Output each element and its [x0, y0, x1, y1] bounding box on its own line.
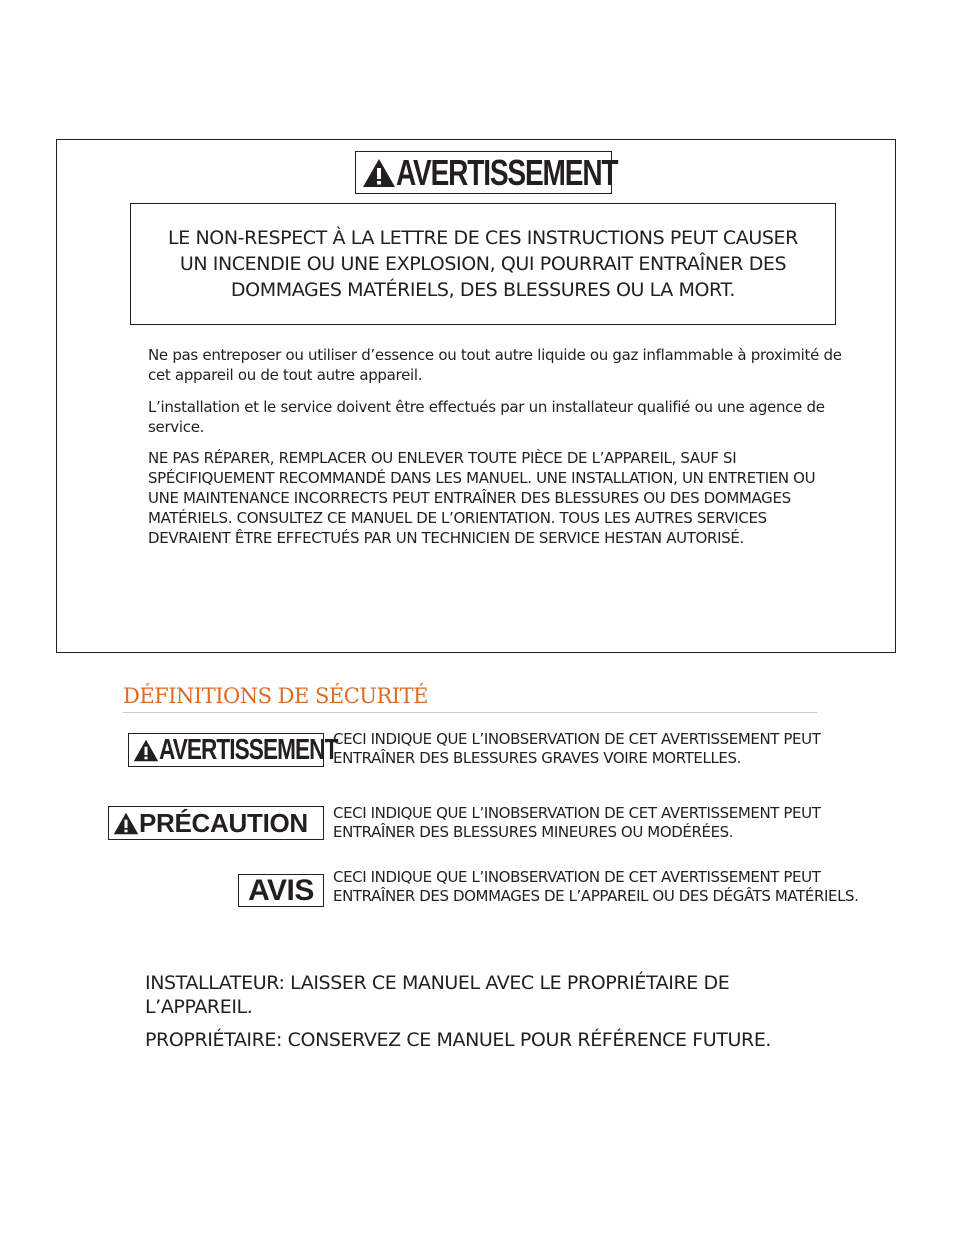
warning-headline-line: LE NON-RESPECT À LA LETTRE DE CES INSTRUCTIONS PEUT CAUSER — [168, 227, 798, 249]
section-title: DÉFINITIONS DE SÉCURITÉ — [123, 684, 428, 708]
warning-headline-line: UN INCENDIE OU UNE EXPLOSION, QUI POURRAIT ENTRAÎNER DES — [179, 253, 787, 275]
warning-badge-label: AVERTISSEMENT — [395, 151, 617, 193]
warning-headline-line: DOMMAGES MATÉRIELS, DES BLESSURES OU LA MORT. — [230, 279, 736, 301]
warning-paragraph-flammables: Ne pas entreposer ou utiliser d’essence ou tout autre liquide ou gaz inflammable à proximité de cet appareil ou de tout autre appareil. — [148, 346, 842, 384]
owner-note: PROPRIÉTAIRE: CONSERVEZ CE MANUEL POUR RÉFÉRENCE FUTURE. — [145, 1029, 772, 1051]
warning-triangle-icon — [113, 812, 139, 835]
avis-badge-label: AVIS — [248, 873, 314, 907]
precaution-badge — [108, 806, 324, 840]
avertissement-definition: CECI INDIQUE QUE L’INOBSERVATION DE CET AVERTISSEMENT PEUT ENTRAÎNER DES BLESSURES GRAVES VOIRE MORTELLES. — [333, 730, 821, 767]
avis-badge — [238, 874, 324, 907]
warning-badge — [355, 151, 617, 194]
warning-paragraph-repair: NE PAS RÉPARER, REMPLACER OU ENLEVER TOUTE PIÈCE DE L’APPAREIL, SAUF SI SPÉCIFIQUEMENT RECOMMANDÉ DANS LES MANUEL. UNE INSTALLATION, UN ENTRETIEN OU UNE MAINTENANCE INCORRECTS PEUT ENTRAÎNER DES BLESSURES OU DES DOMMAGES MATÉRIELS. CONSULTEZ CE MANUEL DE L’ORIENTATION. TOUS LES AUTRES SERVICES DEVRAIENT ÊTRE EFFECTUÉS PAR UN TECHNICIEN DE SERVICE HESTAN AUTORISÉ. — [148, 449, 816, 547]
avertissement-badge — [128, 733, 338, 767]
warning-paragraph-installation: L’installation et le service doivent être effectués par un installateur qualifié ou une agence de service. — [148, 398, 825, 436]
precaution-badge-label: PRÉCAUTION — [139, 807, 308, 838]
section-divider — [123, 712, 817, 713]
precaution-definition: CECI INDIQUE QUE L’INOBSERVATION DE CET AVERTISSEMENT PEUT ENTRAÎNER DES BLESSURES MINEURES OU MODÉRÉES. — [333, 804, 821, 841]
warning-triangle-icon — [133, 739, 159, 762]
warning-headline — [130, 203, 836, 325]
avertissement-badge-label: AVERTISSEMENT — [159, 733, 338, 766]
warning-frame — [56, 139, 896, 653]
installer-note: INSTALLATEUR: LAISSER CE MANUEL AVEC LE PROPRIÉTAIRE DE L’APPAREIL. — [145, 972, 730, 1018]
avis-definition: CECI INDIQUE QUE L’INOBSERVATION DE CET AVERTISSEMENT PEUT ENTRAÎNER DES DOMMAGES DE L’APPAREIL OU DES DÉGÂTS MATÉRIELS. — [333, 868, 859, 905]
warning-triangle-icon — [362, 158, 396, 188]
